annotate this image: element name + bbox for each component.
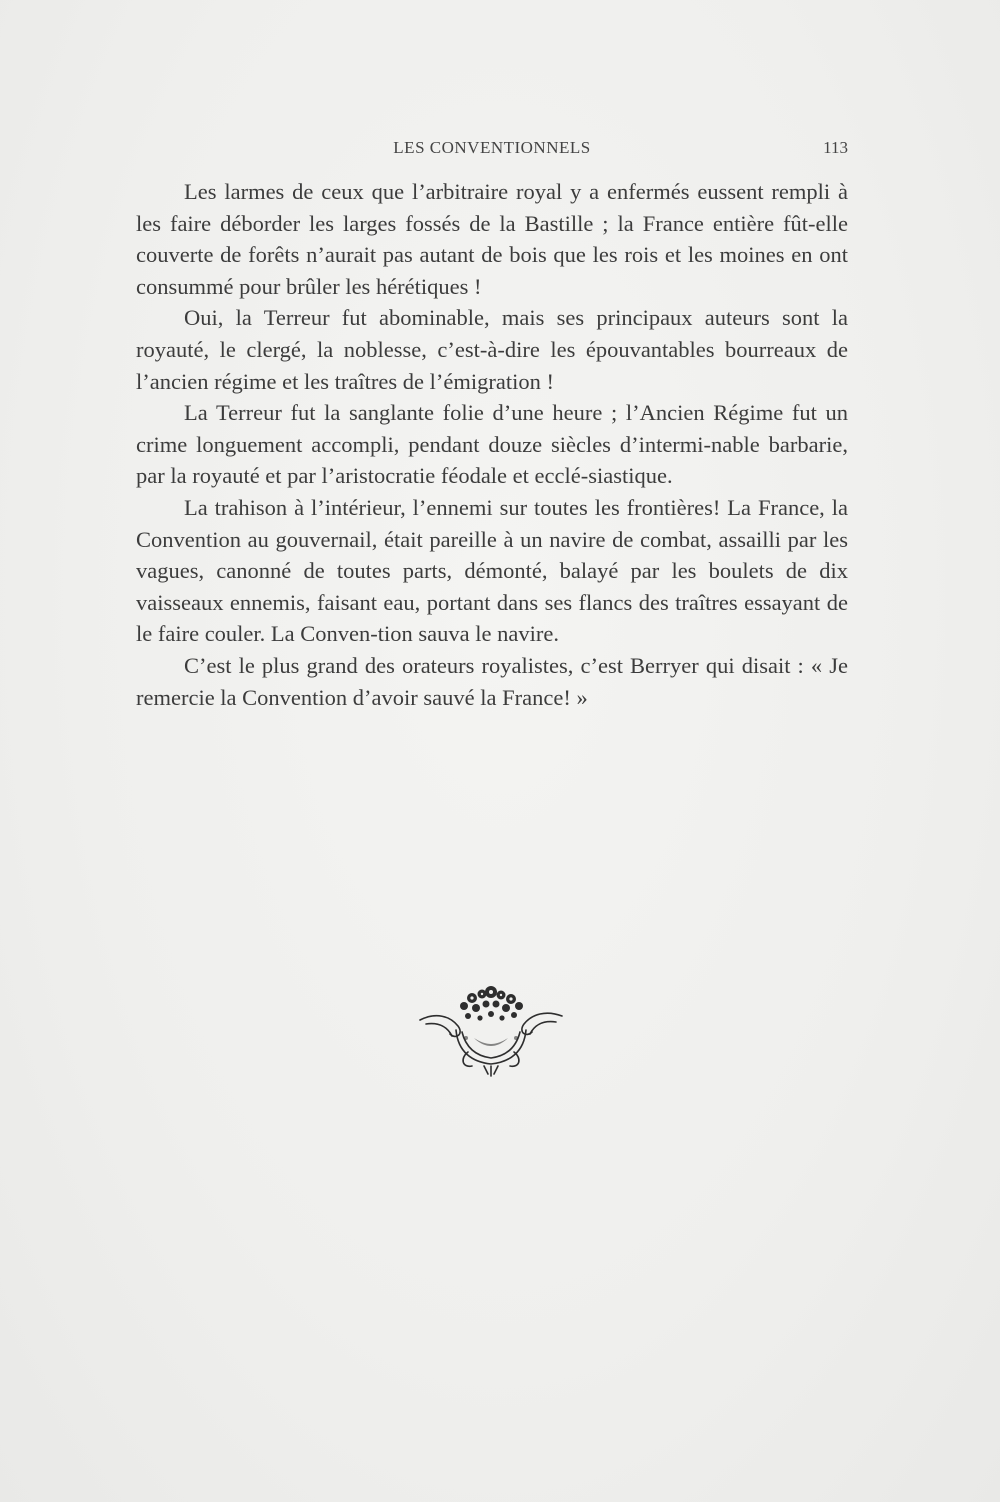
running-title: LES CONVENTIONNELS xyxy=(393,138,591,157)
paragraph-5: C’est le plus grand des orateurs royalistes, c’est Berryer qui disait : « Je remercie la Convention d’avoir sauvé la France! » xyxy=(136,652,848,710)
floral-vignette-icon xyxy=(416,982,566,1078)
paragraph-1: Les larmes de ceux que l’arbitraire royal y a enfermés eussent rempli à les faire déborder les larges fossés de la Bastille ; la France entière fût-elle couverte de forêts n’aurait pas autant de bois que les rois et les moines en ont consummé pour brûler les hérétiques ! xyxy=(136,179,848,299)
body-text xyxy=(136,176,848,713)
paragraph-3: La Terreur fut la sanglante folie d’une heure ; l’Ancien Régime fut un crime longuement accompli, pendant douze siècles d’intermi-nable barbarie, par la royauté et par l’aristocratie féodale et ecclé-siastique. xyxy=(136,400,848,489)
paragraph-2: Oui, la Terreur fut abominable, mais ses principaux auteurs sont la royauté, le clergé, la noblesse, c’est-à-dire les épouvantables bourreaux de l’ancien régime et les traîtres de l’émigration ! xyxy=(136,305,848,394)
running-head xyxy=(136,138,848,162)
paragraph-4: La trahison à l’intérieur, l’ennemi sur toutes les frontières! La France, la Convention au gouvernail, était pareille à un navire de combat, assailli par les vagues, canonné de toutes parts, démonté, balayé par les boulets de dix vaisseaux ennemis, faisant eau, portant dans ses flancs des traîtres essayant de le faire couler. La Conven-tion sauva le navire. xyxy=(136,494,848,647)
page-number: 113 xyxy=(823,138,848,157)
